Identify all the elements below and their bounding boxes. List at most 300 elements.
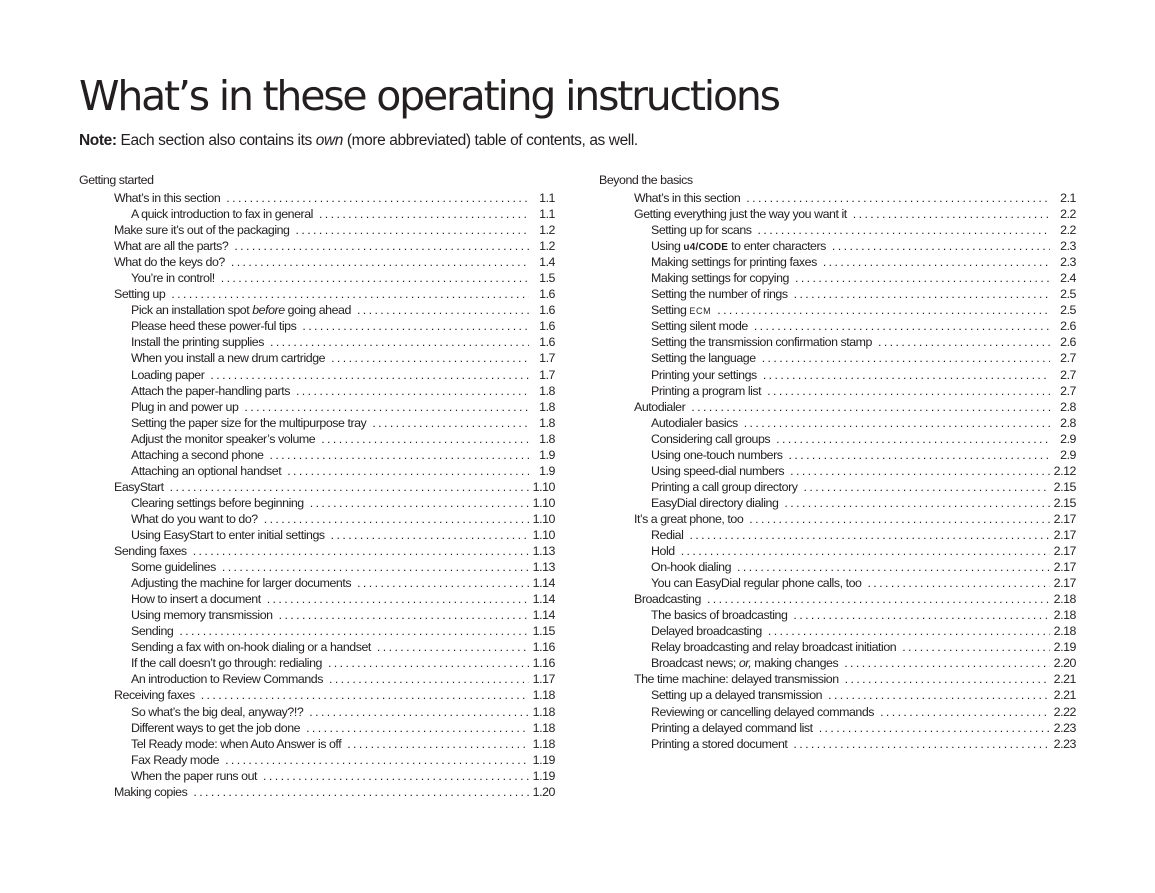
toc-entry[interactable] xyxy=(599,575,1076,591)
dot-leader xyxy=(794,286,1050,302)
toc-entry[interactable] xyxy=(79,543,555,559)
page-number: 1.8 xyxy=(539,431,555,446)
toc-entry[interactable] xyxy=(79,190,555,206)
dot-leader xyxy=(707,591,1050,607)
toc-entry-title: Sending a fax with on-hook dialing or a handset xyxy=(131,640,371,655)
toc-entry-title: Install the printing supplies xyxy=(131,335,264,350)
page-number: 1.14 xyxy=(532,576,555,591)
toc-entry-title: Sending xyxy=(131,624,174,639)
dot-leader xyxy=(763,367,1050,383)
dot-leader xyxy=(795,270,1050,286)
toc-entry[interactable] xyxy=(79,367,555,383)
toc-entry[interactable] xyxy=(79,511,555,527)
dot-leader xyxy=(744,415,1050,431)
toc-entry-title: Redial xyxy=(651,527,684,542)
toc-entry-title: Printing a stored document xyxy=(651,736,788,751)
dot-leader xyxy=(310,495,529,511)
toc-entry[interactable] xyxy=(599,383,1076,399)
page-number: 1.14 xyxy=(532,592,555,607)
toc-entry-title: Receiving faxes xyxy=(114,688,195,703)
toc-entry[interactable] xyxy=(599,704,1076,720)
page-number: 1.10 xyxy=(532,511,555,526)
toc-entry[interactable] xyxy=(79,736,555,752)
toc-entry-title: Adjust the monitor speaker’s volume xyxy=(131,431,316,446)
page-number: 2.7 xyxy=(1060,383,1076,398)
section-heading-getting-started: Getting started xyxy=(79,173,154,187)
page-number: 1.8 xyxy=(539,399,555,414)
page-number: 2.18 xyxy=(1053,624,1076,639)
toc-entry[interactable] xyxy=(599,206,1076,222)
dot-leader xyxy=(193,784,528,800)
toc-entry[interactable] xyxy=(599,495,1076,511)
toc-entry-title: EasyDial directory dialing xyxy=(651,495,779,510)
toc-entry[interactable] xyxy=(79,238,555,254)
toc-entry-title: Getting everything just the way you want it xyxy=(634,207,847,222)
toc-entry[interactable] xyxy=(79,623,555,639)
toc-entry-title: A quick introduction to fax in general xyxy=(131,207,313,222)
toc-entry[interactable] xyxy=(79,350,555,366)
page-number: 1.1 xyxy=(539,191,555,205)
toc-entry-title: Setting the language xyxy=(651,351,756,366)
dot-leader xyxy=(853,206,1050,222)
page-number: 1.8 xyxy=(539,383,555,398)
dot-leader xyxy=(758,222,1050,238)
dot-leader xyxy=(328,655,529,671)
toc-entry[interactable] xyxy=(599,367,1076,383)
dot-leader xyxy=(746,190,1050,206)
dot-leader xyxy=(222,559,529,575)
note-line xyxy=(79,131,638,151)
toc-entry[interactable] xyxy=(599,399,1076,415)
toc-entry[interactable] xyxy=(599,190,1076,206)
page-number: 2.17 xyxy=(1053,544,1076,559)
page-number: 1.13 xyxy=(532,560,555,575)
dot-leader xyxy=(296,222,529,238)
dot-leader xyxy=(347,736,528,752)
toc-entries-right xyxy=(599,190,1076,752)
page-number: 1.9 xyxy=(539,463,555,478)
page-number: 2.18 xyxy=(1053,592,1076,607)
page-number: 1.6 xyxy=(539,303,555,318)
toc-entry-title-post: going ahead xyxy=(284,303,351,318)
page-number: 2.8 xyxy=(1060,415,1076,430)
page-number: 2.19 xyxy=(1053,640,1076,655)
page-number: 2.15 xyxy=(1053,495,1076,510)
toc-entry-title: You can EasyDial regular phone calls, too xyxy=(651,576,862,591)
page-number: 2.6 xyxy=(1060,319,1076,334)
toc-entry[interactable] xyxy=(79,575,555,591)
toc-entry-title: What’s in this section xyxy=(634,191,741,205)
dot-leader xyxy=(790,463,1050,479)
dot-leader xyxy=(287,463,529,479)
page-number: 1.14 xyxy=(532,608,555,623)
toc-entry-title: Setting the paper size for the multipurpose tray xyxy=(131,415,367,430)
page-number: 1.20 xyxy=(532,784,555,799)
page-number: 1.7 xyxy=(539,351,555,366)
page-number: 2.22 xyxy=(1053,704,1076,719)
toc-entry[interactable] xyxy=(79,639,555,655)
page-number: 2.17 xyxy=(1053,560,1076,575)
page-number: 1.8 xyxy=(539,415,555,430)
toc-entry[interactable] xyxy=(79,704,555,720)
dot-leader xyxy=(717,302,1050,318)
page-number: 2.7 xyxy=(1060,351,1076,366)
dot-leader xyxy=(319,206,529,222)
toc-entry-title: Autodialer basics xyxy=(651,415,738,430)
toc-entry-title-emphasis: or, xyxy=(738,656,752,671)
toc-entry-title: EasyStart xyxy=(114,479,164,494)
dot-leader xyxy=(201,687,529,703)
toc-entry-title-post: making changes xyxy=(751,656,839,671)
toc-entry[interactable] xyxy=(599,623,1076,639)
page-number: 1.16 xyxy=(532,640,555,655)
toc-entry-title: Relay broadcasting and relay broadcast initiation xyxy=(651,640,897,655)
dot-leader xyxy=(221,270,529,286)
page-number: 1.10 xyxy=(532,479,555,494)
toc-entry[interactable] xyxy=(79,607,555,623)
toc-entry-title: Adjusting the machine for larger documents xyxy=(131,576,352,591)
toc-entry[interactable] xyxy=(599,720,1076,736)
toc-entry-title: Some guidelines xyxy=(131,560,216,575)
dot-leader xyxy=(691,399,1050,415)
dot-leader xyxy=(309,704,528,720)
page-number: 1.16 xyxy=(532,656,555,671)
toc-entry-title-post: to enter characters xyxy=(728,239,826,254)
toc-entry-title: The time machine: delayed transmission xyxy=(634,672,839,687)
page-number: 1.9 xyxy=(539,447,555,462)
toc-entry-title-pre: Broadcast news; xyxy=(651,656,739,671)
page-number: 2.6 xyxy=(1060,335,1076,350)
toc-entry-title: It’s a great phone, too xyxy=(634,511,744,526)
toc-entry-title: Using memory transmission xyxy=(131,608,273,623)
toc-entry[interactable] xyxy=(79,206,555,222)
toc-entry[interactable] xyxy=(79,720,555,736)
dot-leader xyxy=(749,511,1049,527)
toc-entry[interactable] xyxy=(599,222,1076,238)
page-number: 1.5 xyxy=(539,271,555,286)
toc-entry-title xyxy=(651,655,844,671)
toc-entry-title: Using one-touch numbers xyxy=(651,447,783,462)
toc-entry[interactable] xyxy=(599,415,1076,431)
dot-leader xyxy=(689,527,1049,543)
toc-entry[interactable] xyxy=(79,463,555,479)
toc-entry-title: Setting silent mode xyxy=(651,319,748,334)
dot-leader xyxy=(225,752,529,768)
dot-leader xyxy=(234,238,529,254)
dot-leader xyxy=(793,607,1049,623)
toc-entry-title: What do the keys do? xyxy=(114,255,225,270)
toc-entry[interactable] xyxy=(79,415,555,431)
dot-leader xyxy=(845,671,1050,687)
toc-entry-title-smallcaps: ECM xyxy=(689,306,712,317)
toc-entry[interactable] xyxy=(79,302,555,318)
toc-entry[interactable] xyxy=(79,383,555,399)
toc-entry[interactable] xyxy=(79,784,555,800)
dot-leader xyxy=(170,479,529,495)
toc-entry-title: Printing a program list xyxy=(651,383,762,398)
toc-entry-title: What’s in this section xyxy=(114,191,221,205)
note-text-pre: Each section also contains its xyxy=(116,132,316,149)
toc-entry-title: What are all the parts? xyxy=(114,239,229,254)
toc-entry[interactable] xyxy=(79,655,555,671)
page-number: 1.18 xyxy=(532,704,555,719)
toc-entry[interactable] xyxy=(599,286,1076,302)
page-number: 2.15 xyxy=(1053,479,1076,494)
dot-leader xyxy=(331,527,529,543)
page-number: 1.19 xyxy=(532,752,555,767)
dot-leader xyxy=(823,254,1050,270)
dot-leader xyxy=(171,286,529,302)
toc-entry[interactable] xyxy=(599,302,1076,318)
dot-leader xyxy=(302,318,529,334)
toc-entry-title xyxy=(651,302,717,319)
toc-entry-title: Clearing settings before beginning xyxy=(131,495,304,510)
page-number: 2.23 xyxy=(1053,736,1076,751)
dot-leader xyxy=(819,720,1050,736)
toc-entry-title: Considering call groups xyxy=(651,431,771,446)
page-number: 2.18 xyxy=(1053,608,1076,623)
dot-leader xyxy=(867,575,1049,591)
note-text-emphasis: own xyxy=(315,132,343,149)
toc-entry-title: Hold xyxy=(651,544,675,559)
toc-entry[interactable] xyxy=(79,687,555,703)
toc-entry[interactable] xyxy=(599,591,1076,607)
dot-leader xyxy=(270,447,530,463)
toc-entry-title-pre: Pick an installation spot xyxy=(131,303,253,318)
page-number: 1.7 xyxy=(539,367,555,382)
dot-leader xyxy=(210,367,529,383)
toc-entry-title: Printing your settings xyxy=(651,367,757,382)
page-number: 1.15 xyxy=(532,624,555,639)
toc-entry-title: Fax Ready mode xyxy=(131,752,220,767)
toc-entry-title: Delayed broadcasting xyxy=(651,624,762,639)
page-number: 1.13 xyxy=(532,544,555,559)
page-number: 1.19 xyxy=(532,768,555,783)
note-label: Note: xyxy=(79,132,117,149)
toc-entries-left xyxy=(79,190,555,800)
page-number: 2.23 xyxy=(1053,720,1076,735)
toc-entry-title: Printing a delayed command list xyxy=(651,720,813,735)
toc-column-beyond-the-basics xyxy=(599,172,1076,752)
toc-entry[interactable] xyxy=(599,318,1076,334)
page-number: 2.3 xyxy=(1060,255,1076,270)
dot-leader xyxy=(768,623,1050,639)
toc-entry[interactable] xyxy=(599,350,1076,366)
page-number: 1.2 xyxy=(539,239,555,254)
page-number: 2.21 xyxy=(1053,688,1076,703)
toc-entry[interactable] xyxy=(599,270,1076,286)
dot-leader xyxy=(306,720,529,736)
dot-leader xyxy=(244,399,529,415)
dot-leader xyxy=(784,495,1049,511)
dot-leader xyxy=(902,639,1049,655)
page-number: 1.18 xyxy=(532,688,555,703)
toc-entry[interactable] xyxy=(599,671,1076,687)
toc-entry[interactable] xyxy=(599,736,1076,752)
page-number: 2.2 xyxy=(1060,207,1076,222)
page-number: 2.8 xyxy=(1060,399,1076,414)
toc-entry-title: How to insert a document xyxy=(131,592,261,607)
key-label: u4/CODE xyxy=(683,242,729,254)
toc-entry[interactable] xyxy=(599,334,1076,350)
page-number: 2.17 xyxy=(1053,576,1076,591)
toc-entry[interactable] xyxy=(599,687,1076,703)
page-number: 2.3 xyxy=(1060,239,1076,254)
toc-entry-title: Loading paper xyxy=(131,367,205,382)
toc-entry-title-pre: Using xyxy=(651,239,684,254)
toc-entry[interactable] xyxy=(79,591,555,607)
toc-entry-title: Setting the number of rings xyxy=(651,287,788,302)
page-title: What’s in these operating instructions xyxy=(79,72,779,120)
page-number: 2.5 xyxy=(1060,287,1076,302)
toc-entry-title: An introduction to Review Commands xyxy=(131,672,323,687)
toc-entry-title: Tel Ready mode: when Auto Answer is off xyxy=(131,736,342,751)
toc-entry[interactable] xyxy=(79,447,555,463)
toc-entry[interactable] xyxy=(79,559,555,575)
dot-leader xyxy=(880,704,1050,720)
toc-entry[interactable] xyxy=(79,254,555,270)
toc-entry-title: Autodialer xyxy=(634,399,686,414)
dot-leader xyxy=(179,623,528,639)
toc-entry-title: Making copies xyxy=(114,784,188,799)
toc-entry[interactable] xyxy=(599,431,1076,447)
page-number: 2.2 xyxy=(1060,223,1076,238)
page-number: 1.10 xyxy=(532,495,555,510)
dot-leader xyxy=(776,431,1050,447)
page-number: 2.12 xyxy=(1053,463,1076,478)
toc-entry[interactable] xyxy=(79,495,555,511)
page-number: 2.21 xyxy=(1053,672,1076,687)
toc-entry-title: Attaching an optional handset xyxy=(131,463,282,478)
toc-entry-title-emphasis: before xyxy=(252,303,285,318)
page-number: 2.20 xyxy=(1053,656,1076,671)
page-number: 1.17 xyxy=(532,672,555,687)
page-number: 1.6 xyxy=(539,287,555,302)
dot-leader xyxy=(329,671,529,687)
toc-entry[interactable] xyxy=(599,639,1076,655)
page-number: 1.18 xyxy=(532,736,555,751)
page-number: 1.1 xyxy=(539,207,555,222)
dot-leader xyxy=(789,447,1050,463)
toc-entry[interactable] xyxy=(599,447,1076,463)
dot-leader xyxy=(357,302,529,318)
toc-entry-title: When the paper runs out xyxy=(131,768,258,783)
dot-leader xyxy=(377,639,529,655)
toc-entry-title: Different ways to get the job done xyxy=(131,720,301,735)
toc-entry[interactable] xyxy=(79,270,555,286)
toc-entry[interactable] xyxy=(79,479,555,495)
toc-entry[interactable] xyxy=(79,752,555,768)
toc-entry[interactable] xyxy=(79,671,555,687)
toc-entry[interactable] xyxy=(79,334,555,350)
dot-leader xyxy=(762,350,1050,366)
toc-entry[interactable] xyxy=(599,527,1076,543)
dot-leader xyxy=(754,318,1050,334)
dot-leader xyxy=(270,334,529,350)
page-number: 2.17 xyxy=(1053,527,1076,542)
page-number: 2.9 xyxy=(1060,431,1076,446)
toc-entry-title: Make sure it’s out of the packaging xyxy=(114,223,290,238)
toc-entry[interactable] xyxy=(599,543,1076,559)
dot-leader xyxy=(279,607,529,623)
toc-entry[interactable] xyxy=(599,479,1076,495)
toc-entry-title: Plug in and power up xyxy=(131,399,239,414)
page-number: 1.18 xyxy=(532,720,555,735)
toc-entry-title: Attach the paper-handling parts xyxy=(131,383,290,398)
toc-entry-title xyxy=(131,302,357,318)
toc-entry[interactable] xyxy=(599,463,1076,479)
dot-leader xyxy=(263,768,529,784)
page-number: 2.9 xyxy=(1060,447,1076,462)
dot-leader xyxy=(296,383,529,399)
page-number: 2.4 xyxy=(1060,271,1076,286)
dot-leader xyxy=(793,736,1049,752)
page-number: 2.7 xyxy=(1060,367,1076,382)
toc-entry[interactable] xyxy=(599,655,1076,671)
dot-leader xyxy=(321,431,529,447)
dot-leader xyxy=(832,238,1050,254)
toc-entry-title: So what’s the big deal, anyway?!? xyxy=(131,704,304,719)
toc-entry-title: Making settings for printing faxes xyxy=(651,255,817,270)
toc-entry-title: Setting up for scans xyxy=(651,223,752,238)
toc-entry[interactable] xyxy=(79,222,555,238)
page-number: 1.10 xyxy=(532,527,555,542)
section-heading-beyond-the-basics: Beyond the basics xyxy=(599,173,693,187)
toc-entry-title: Printing a call group directory xyxy=(651,479,798,494)
toc-entry-title: Using EasyStart to enter initial settings xyxy=(131,527,325,542)
dot-leader xyxy=(372,415,529,431)
toc-entry-title: Sending faxes xyxy=(114,544,187,559)
toc-entry-title: Making settings for copying xyxy=(651,271,789,286)
toc-entry-title: When you install a new drum cartridge xyxy=(131,351,326,366)
toc-entry[interactable] xyxy=(79,527,555,543)
toc-entry-title: Attaching a second phone xyxy=(131,447,264,462)
toc-entry[interactable] xyxy=(79,431,555,447)
note-text-post: (more abbreviated) table of contents, as well. xyxy=(343,132,638,149)
dot-leader xyxy=(844,655,1049,671)
toc-entry-title: If the call doesn’t go through: redialing xyxy=(131,656,322,671)
toc-entry[interactable] xyxy=(79,399,555,415)
toc-entry[interactable] xyxy=(599,559,1076,575)
page-number: 1.6 xyxy=(539,335,555,350)
toc-entry[interactable] xyxy=(599,607,1076,623)
toc-entry[interactable] xyxy=(79,768,555,784)
dot-leader xyxy=(767,383,1050,399)
dot-leader xyxy=(231,254,529,270)
toc-entry[interactable] xyxy=(79,286,555,302)
toc-entry-title: You’re in control! xyxy=(131,271,215,286)
toc-entry[interactable] xyxy=(599,238,1076,254)
toc-entry[interactable] xyxy=(599,511,1076,527)
dot-leader xyxy=(331,350,529,366)
dot-leader xyxy=(357,575,529,591)
page-number: 1.4 xyxy=(539,255,555,270)
dot-leader xyxy=(264,511,529,527)
toc-entry-title: Please heed these power-ful tips xyxy=(131,319,297,334)
toc-entry-title: Reviewing or cancelling delayed commands xyxy=(651,704,875,719)
dot-leader xyxy=(681,543,1050,559)
toc-entry-title: Setting up a delayed transmission xyxy=(651,688,823,703)
page-number: 2.5 xyxy=(1060,303,1076,318)
toc-entry[interactable] xyxy=(599,254,1076,270)
toc-entry[interactable] xyxy=(79,318,555,334)
toc-entry-title: Setting the transmission confirmation stamp xyxy=(651,335,872,350)
toc-entry-title: Broadcasting xyxy=(634,592,701,607)
toc-entry-title: Setting up xyxy=(114,287,166,302)
page-number: 2.1 xyxy=(1060,191,1076,205)
page-number: 1.2 xyxy=(539,223,555,238)
dot-leader xyxy=(828,687,1050,703)
